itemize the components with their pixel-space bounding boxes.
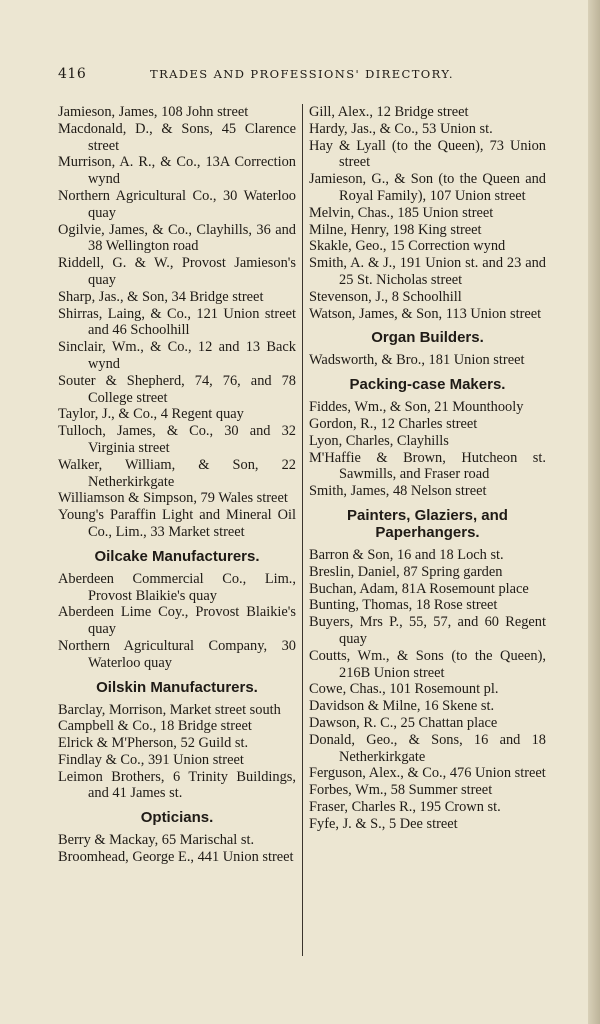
directory-entry: Campbell & Co., 18 Bridge street <box>58 718 252 735</box>
directory-entry: Riddell, G. & W., Provost Jamieson's quay <box>58 255 296 288</box>
page-header <box>58 66 558 84</box>
directory-entry: Dawson, R. C., 25 Chattan place <box>309 714 498 731</box>
directory-entry: Breslin, Daniel, 87 Spring garden <box>309 563 503 580</box>
right-top-entries <box>309 104 546 322</box>
directory-entry: Watson, James, & Son, 113 Union street <box>309 305 542 322</box>
directory-entry: Donald, Geo., & Sons, 16 and 18 Netherkirkgate <box>309 731 546 765</box>
directory-entry: Young's Paraffin Light and Mineral Oil Co., Lim., 33 Market street <box>58 507 296 540</box>
opticians-entries <box>58 832 296 866</box>
directory-entry: Broomhead, George E., 441 Union street <box>58 849 294 866</box>
oilcake-entries <box>58 571 296 672</box>
page-edge <box>588 0 600 1024</box>
directory-entry: Northern Agricultural Co., 30 Waterloo quay <box>58 187 296 221</box>
directory-entry: Taylor, J., & Co., 4 Regent quay <box>58 406 244 423</box>
directory-entry: Northern Agricultural Company, 30 Waterloo quay <box>58 637 296 671</box>
directory-entry: Barclay, Morrison, Market street south <box>58 701 281 718</box>
section-heading-oilcake: Oilcake Manufacturers. <box>94 547 260 565</box>
organ-entries <box>309 352 546 369</box>
directory-entry: Coutts, Wm., & Sons (to the Queen), 216B Union street <box>309 647 546 681</box>
painters-entries <box>309 547 546 833</box>
section-heading-oilskin: Oilskin Manufacturers. <box>96 678 258 696</box>
section-heading-organ-builders: Organ Builders. <box>371 329 484 347</box>
directory-entry: M'Haffie & Brown, Hutcheon st. Sawmills, and Fraser road <box>309 449 546 483</box>
directory-entry: Walker, William, & Son, 22 Netherkirkgate <box>58 456 296 490</box>
directory-entry: Gordon, R., 12 Charles street <box>309 415 478 432</box>
directory-entry: Davidson & Milne, 16 Skene st. <box>309 698 495 715</box>
directory-entry: Barron & Son, 16 and 18 Loch st. <box>309 546 504 563</box>
directory-entry: Gill, Alex., 12 Bridge street <box>309 104 469 120</box>
directory-entry: Lyon, Charles, Clayhills <box>309 432 449 449</box>
directory-entry: Leimon Brothers, 6 Trinity Buildings, and 41 James st. <box>58 768 296 802</box>
directory-entry: Bunting, Thomas, 18 Rose street <box>309 597 498 614</box>
directory-entry: Elrick & M'Pherson, 52 Guild st. <box>58 735 249 752</box>
section-heading-painters: Painters, Glaziers, and Paperhangers. <box>347 506 508 541</box>
running-title: TRADES AND PROFESSIONS' DIRECTORY. <box>150 67 454 81</box>
directory-entry: Forbes, Wm., 58 Summer street <box>309 782 493 799</box>
directory-entry: Jamieson, James, 108 John street <box>58 104 249 120</box>
directory-entry: Stevenson, J., 8 Schoolhill <box>309 288 462 305</box>
directory-entry: Berry & Mackay, 65 Marischal st. <box>58 832 255 849</box>
directory-entry: Sinclair, Wm., & Co., 12 and 13 Back wynd <box>58 339 296 372</box>
directory-entry: Wadsworth, & Bro., 181 Union street <box>309 352 525 369</box>
right-column <box>309 104 546 832</box>
directory-entry: Melvin, Chas., 185 Union street <box>309 204 494 221</box>
directory-entry: Macdonald, D., & Sons, 45 Clarence street <box>58 120 296 154</box>
directory-entry: Hay & Lyall (to the Queen), 73 Union street <box>309 137 546 171</box>
directory-entry: Tulloch, James, & Co., 30 and 32 Virginia street <box>58 423 296 456</box>
directory-entry: Murrison, A. R., & Co., 13A Correction wynd <box>58 154 296 188</box>
oilskin-entries <box>58 702 296 803</box>
directory-entry: Ferguson, Alex., & Co., 476 Union street <box>309 765 546 782</box>
directory-entry: Hardy, Jas., & Co., 53 Union st. <box>309 120 493 137</box>
directory-entry: Aberdeen Commercial Co., Lim., Provost Blaikie's quay <box>58 570 296 604</box>
left-column <box>58 104 296 866</box>
directory-entry: Jamieson, G., & Son (to the Queen and Royal Family), 107 Union street <box>309 171 546 204</box>
directory-entry: Fraser, Charles R., 195 Crown st. <box>309 798 501 815</box>
column-divider <box>302 104 303 956</box>
page-number: 416 <box>58 66 87 82</box>
section-heading-packing-case: Packing-case Makers. <box>349 376 506 394</box>
left-top-entries <box>58 104 296 541</box>
section-heading-opticians: Opticians. <box>140 809 214 827</box>
directory-entry: Cowe, Chas., 101 Rosemount pl. <box>309 681 499 698</box>
directory-entry: Shirras, Laing, & Co., 121 Union street and 46 Schoolhill <box>58 305 296 339</box>
directory-entry: Findlay & Co., 391 Union street <box>58 751 244 768</box>
directory-entry: Skakle, Geo., 15 Correction wynd <box>309 238 506 255</box>
directory-entry: Buyers, Mrs P., 55, 57, and 60 Regent quay <box>309 614 546 647</box>
directory-entry: Fyfe, J. & S., 5 Dee street <box>309 815 458 832</box>
directory-entry: Smith, James, 48 Nelson street <box>309 483 487 500</box>
directory-entry: Williamson & Simpson, 79 Wales street <box>58 490 288 507</box>
directory-entry: Buchan, Adam, 81A Rosemount place <box>309 580 529 597</box>
directory-entry: Milne, Henry, 198 King street <box>309 221 482 238</box>
directory-entry: Sharp, Jas., & Son, 34 Bridge street <box>58 288 264 305</box>
packing-entries <box>309 399 546 500</box>
directory-entry: Souter & Shepherd, 74, 76, and 78 College street <box>58 372 296 406</box>
directory-entry: Aberdeen Lime Coy., Provost Blaikie's quay <box>58 604 296 638</box>
directory-entry: Smith, A. & J., 191 Union st. and 23 and 25 St. Nicholas street <box>309 255 546 288</box>
directory-entry: Ogilvie, James, & Co., Clayhills, 36 and 38 Wellington road <box>58 221 296 255</box>
directory-entry: Fiddes, Wm., & Son, 21 Mounthooly <box>309 399 524 416</box>
